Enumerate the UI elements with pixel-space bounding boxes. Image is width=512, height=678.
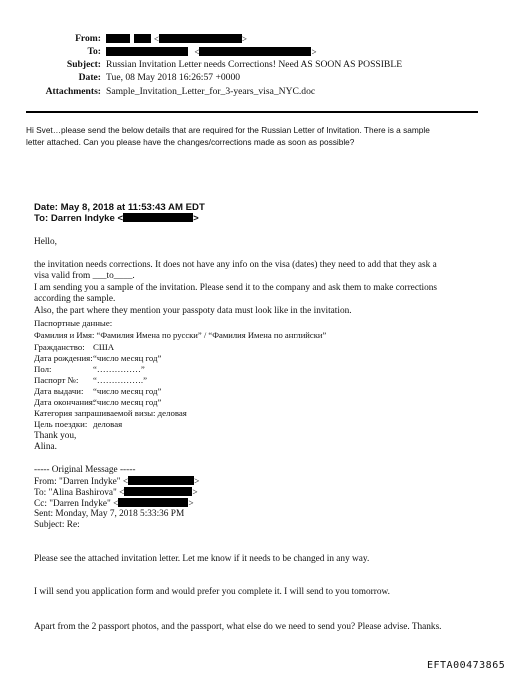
field-key: Гражданство: [34,342,85,352]
original-to-text: To: "Alina Bashirova" < [34,488,125,498]
redaction-block [123,213,193,222]
signature: Alina. [34,442,57,452]
field-key: Паспорт №: [34,375,79,385]
passport-field-row [34,342,114,354]
redaction-block [199,47,311,56]
to-label: To: [87,46,101,57]
redaction-block [106,34,130,43]
passport-heading: Паспортные данные: [34,318,113,328]
original-paragraph-2: I will send you application form and would prefer you complete it. I will send to you tomorrow. [34,587,390,597]
closing: Thank you, [34,431,77,441]
angle-bracket: > [193,213,199,224]
document-id: EFTA00473865 [427,660,506,671]
redaction-block [124,487,192,496]
subject-label-cell [0,59,101,71]
header-divider [26,111,478,113]
field-key: Цель поездки: [34,419,88,429]
angle-bracket: < [153,34,159,44]
redaction-block [159,34,242,43]
from-label: From: [75,33,101,44]
subject-value: Russian Invitation Letter needs Corrections! Need AS SOON AS POSSIBLE [106,59,403,70]
original-cc-text: Cc: "Darren Indyke" < [34,499,119,509]
angle-bracket: > [188,499,194,509]
date-label-cell [0,72,101,84]
visa-category: Категория запрашиваемой визы: деловая [34,408,187,418]
from-label-cell [0,33,101,45]
field-value: деловая [93,419,123,429]
paragraph-1-line-1: the invitation needs corrections. It does not have any info on the visa (dates) they need to add that they ask a [34,260,437,270]
trip-purpose [34,419,122,431]
passport-field-row [34,353,161,365]
email-date: Date: May 8, 2018 at 11:53:43 AM EDT [34,202,205,213]
to-label-cell [0,46,101,58]
passport-field-row [34,375,147,387]
email-to-text: To: Darren Indyke < [34,213,124,224]
redaction-block [128,476,194,485]
original-subject: Subject: Re: [34,520,80,530]
from-value [106,33,247,46]
original-sent: Sent: Monday, May 7, 2018 5:33:36 PM [34,509,185,519]
field-value: США [93,342,115,352]
field-key: Пол: [34,364,52,374]
attachments-label: Attachments: [45,86,101,97]
passport-field-row [34,386,161,398]
passport-field-row [34,397,161,409]
field-key: Дата окончания: [34,397,96,407]
paragraph-2-line-2: according the sample. [34,294,116,304]
angle-bracket: > [311,47,317,57]
to-value [106,46,317,59]
redaction-block [106,47,188,56]
intro-line-2: letter attached. Can you please have the changes/corrections made as soon as possible? [26,137,355,147]
original-from-text: From: "Darren Indyke" < [34,477,129,487]
paragraph-1-line-2: visa valid from ___to____. [34,271,135,281]
intro-line-1: Hi Svet…please send the below details that are required for the Russian Letter of Invitation. There is a sample [26,125,430,135]
angle-bracket: > [194,477,200,487]
greeting: Hello, [34,237,57,247]
original-paragraph-1: Please see the attached invitation letter. Let me know if it needs to be changed in any way. [34,554,370,564]
angle-bracket: > [241,34,247,44]
field-value: “…………….” [93,375,147,385]
redaction-block [134,34,151,43]
field-key: Дата выдачи: [34,386,84,396]
redaction-block [118,498,188,507]
field-key: Дата рождения: [34,353,93,363]
field-value: “……………” [93,364,145,374]
date-value: Tue, 08 May 2018 16:26:57 +0000 [106,72,241,83]
paragraph-2-line-1: I am sending you a sample of the invitation. Please send it to the company and ask them to make corrections [34,283,438,293]
field-value: “число месяц год” [93,397,162,407]
date-label: Date: [78,72,101,83]
passport-field-row [34,364,145,376]
angle-bracket: < [194,47,200,57]
angle-bracket: > [192,488,198,498]
subject-label: Subject: [66,59,101,70]
passport-name-line: Фамилия и Имя: “Фамилия Имена по русски” / “Фамилия Имена по английски” [34,330,327,340]
field-value: “число месяц год” [93,353,162,363]
attachments-label-cell [0,86,101,98]
paragraph-3: Also, the part where they mention your passpoty data must look like in the invitation. [34,306,352,316]
attachments-value: Sample_Invitation_Letter_for_3-years_visa_NYC.doc [106,86,316,97]
original-message-separator: ----- Original Message ----- [34,465,136,475]
email-to [34,213,199,225]
field-value: “число месяц год” [93,386,162,396]
original-paragraph-3: Apart from the 2 passport photos, and the passport, what else do we need to send you? Please advise. Thanks. [34,622,442,632]
